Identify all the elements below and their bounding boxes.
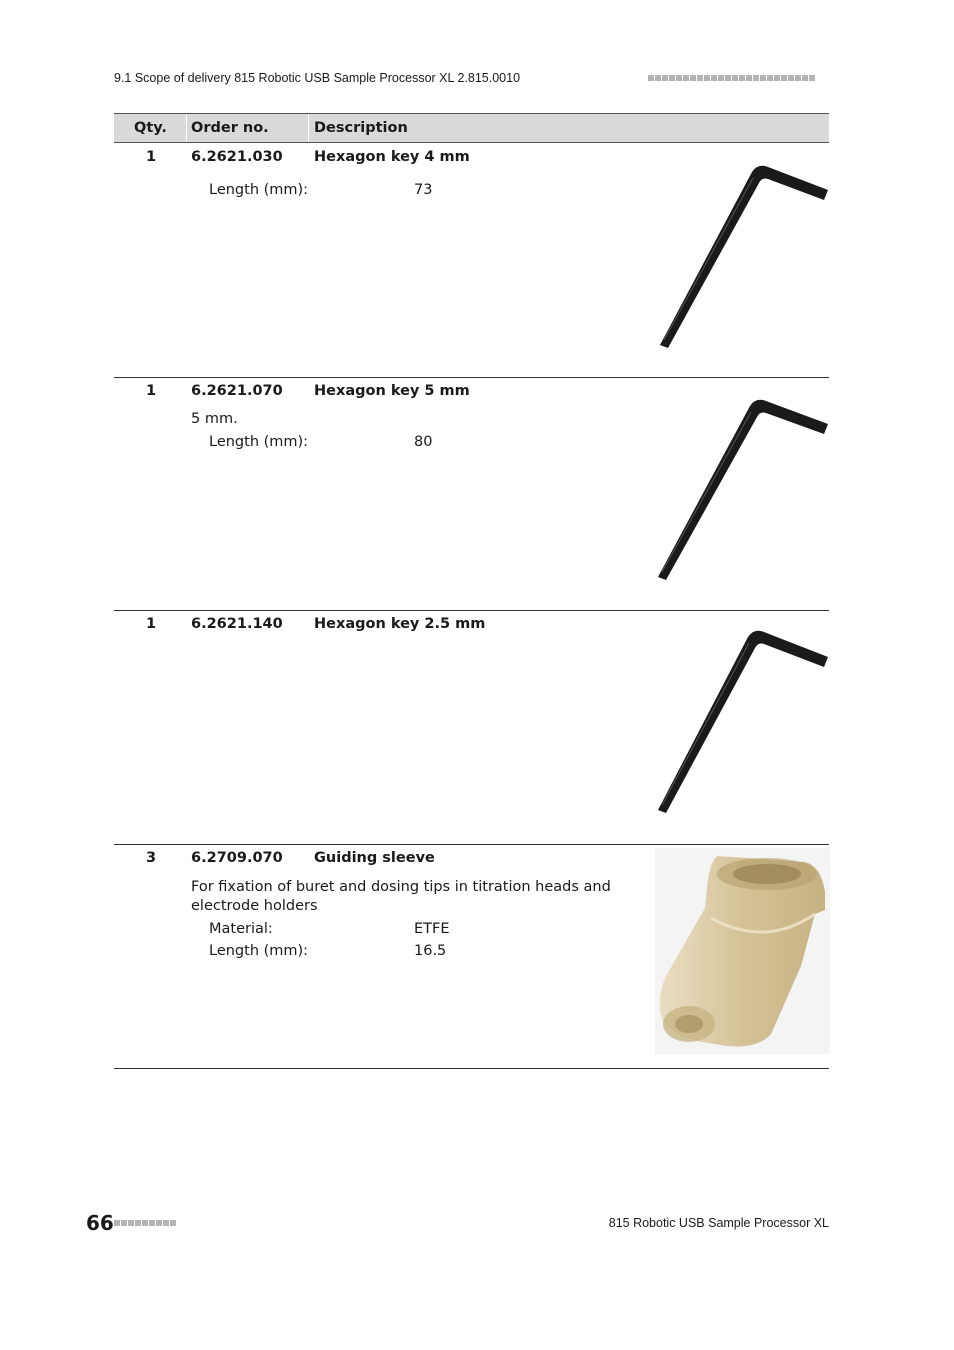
spec-label: Length (mm): (209, 434, 309, 450)
row-description: Hexagon key 5 mm (314, 383, 470, 399)
hexagon-key-icon (652, 160, 832, 350)
guiding-sleeve-icon (655, 848, 830, 1054)
spec-label: Length (mm): (209, 943, 309, 959)
row-qty: 3 (146, 850, 157, 866)
column-header-description: Description (314, 120, 408, 136)
row-order-no: 6.2621.140 (191, 616, 283, 632)
row-text: 5 mm. (191, 411, 238, 427)
header-column-separator (308, 114, 309, 142)
spec-value: ETFE (414, 921, 450, 937)
running-header-title: 9.1 Scope of delivery 815 Robotic USB Sample Processor XL 2.815.0010 (114, 71, 521, 85)
header-column-separator (186, 114, 187, 142)
column-separator (186, 611, 187, 845)
row-qty: 1 (146, 149, 157, 165)
row-description: Hexagon key 2.5 mm (314, 616, 486, 632)
row-qty: 1 (146, 616, 157, 632)
spec-value: 80 (414, 434, 433, 450)
row-order-no: 6.2709.070 (191, 850, 283, 866)
running-footer-title: 815 Robotic USB Sample Processor XL (608, 1216, 829, 1230)
row-qty: 1 (146, 383, 157, 399)
hexagon-key-icon (652, 627, 832, 817)
header-decoration-squares (648, 75, 815, 81)
row-description: Guiding sleeve (314, 850, 435, 866)
page-number: 66 (86, 1211, 114, 1235)
row-description: Hexagon key 4 mm (314, 149, 470, 165)
row-divider (114, 1068, 829, 1069)
spec-value: 73 (414, 182, 433, 198)
spec-label: Length (mm): (209, 182, 309, 198)
spec-label: Material: (209, 921, 273, 937)
column-separator (186, 144, 187, 378)
table-header (114, 113, 829, 143)
column-separator (186, 378, 187, 611)
row-order-no: 6.2621.030 (191, 149, 283, 165)
footer-decoration-squares (114, 1220, 176, 1226)
row-order-no: 6.2621.070 (191, 383, 283, 399)
column-header-qty: Qty. (134, 120, 167, 136)
hexagon-key-icon (652, 394, 832, 584)
column-header-order-no: Order no. (191, 120, 269, 136)
column-separator (186, 845, 187, 1069)
row-text: For fixation of buret and dosing tips in titration heads and electrode holders (191, 879, 611, 914)
spec-value: 16.5 (414, 943, 447, 959)
